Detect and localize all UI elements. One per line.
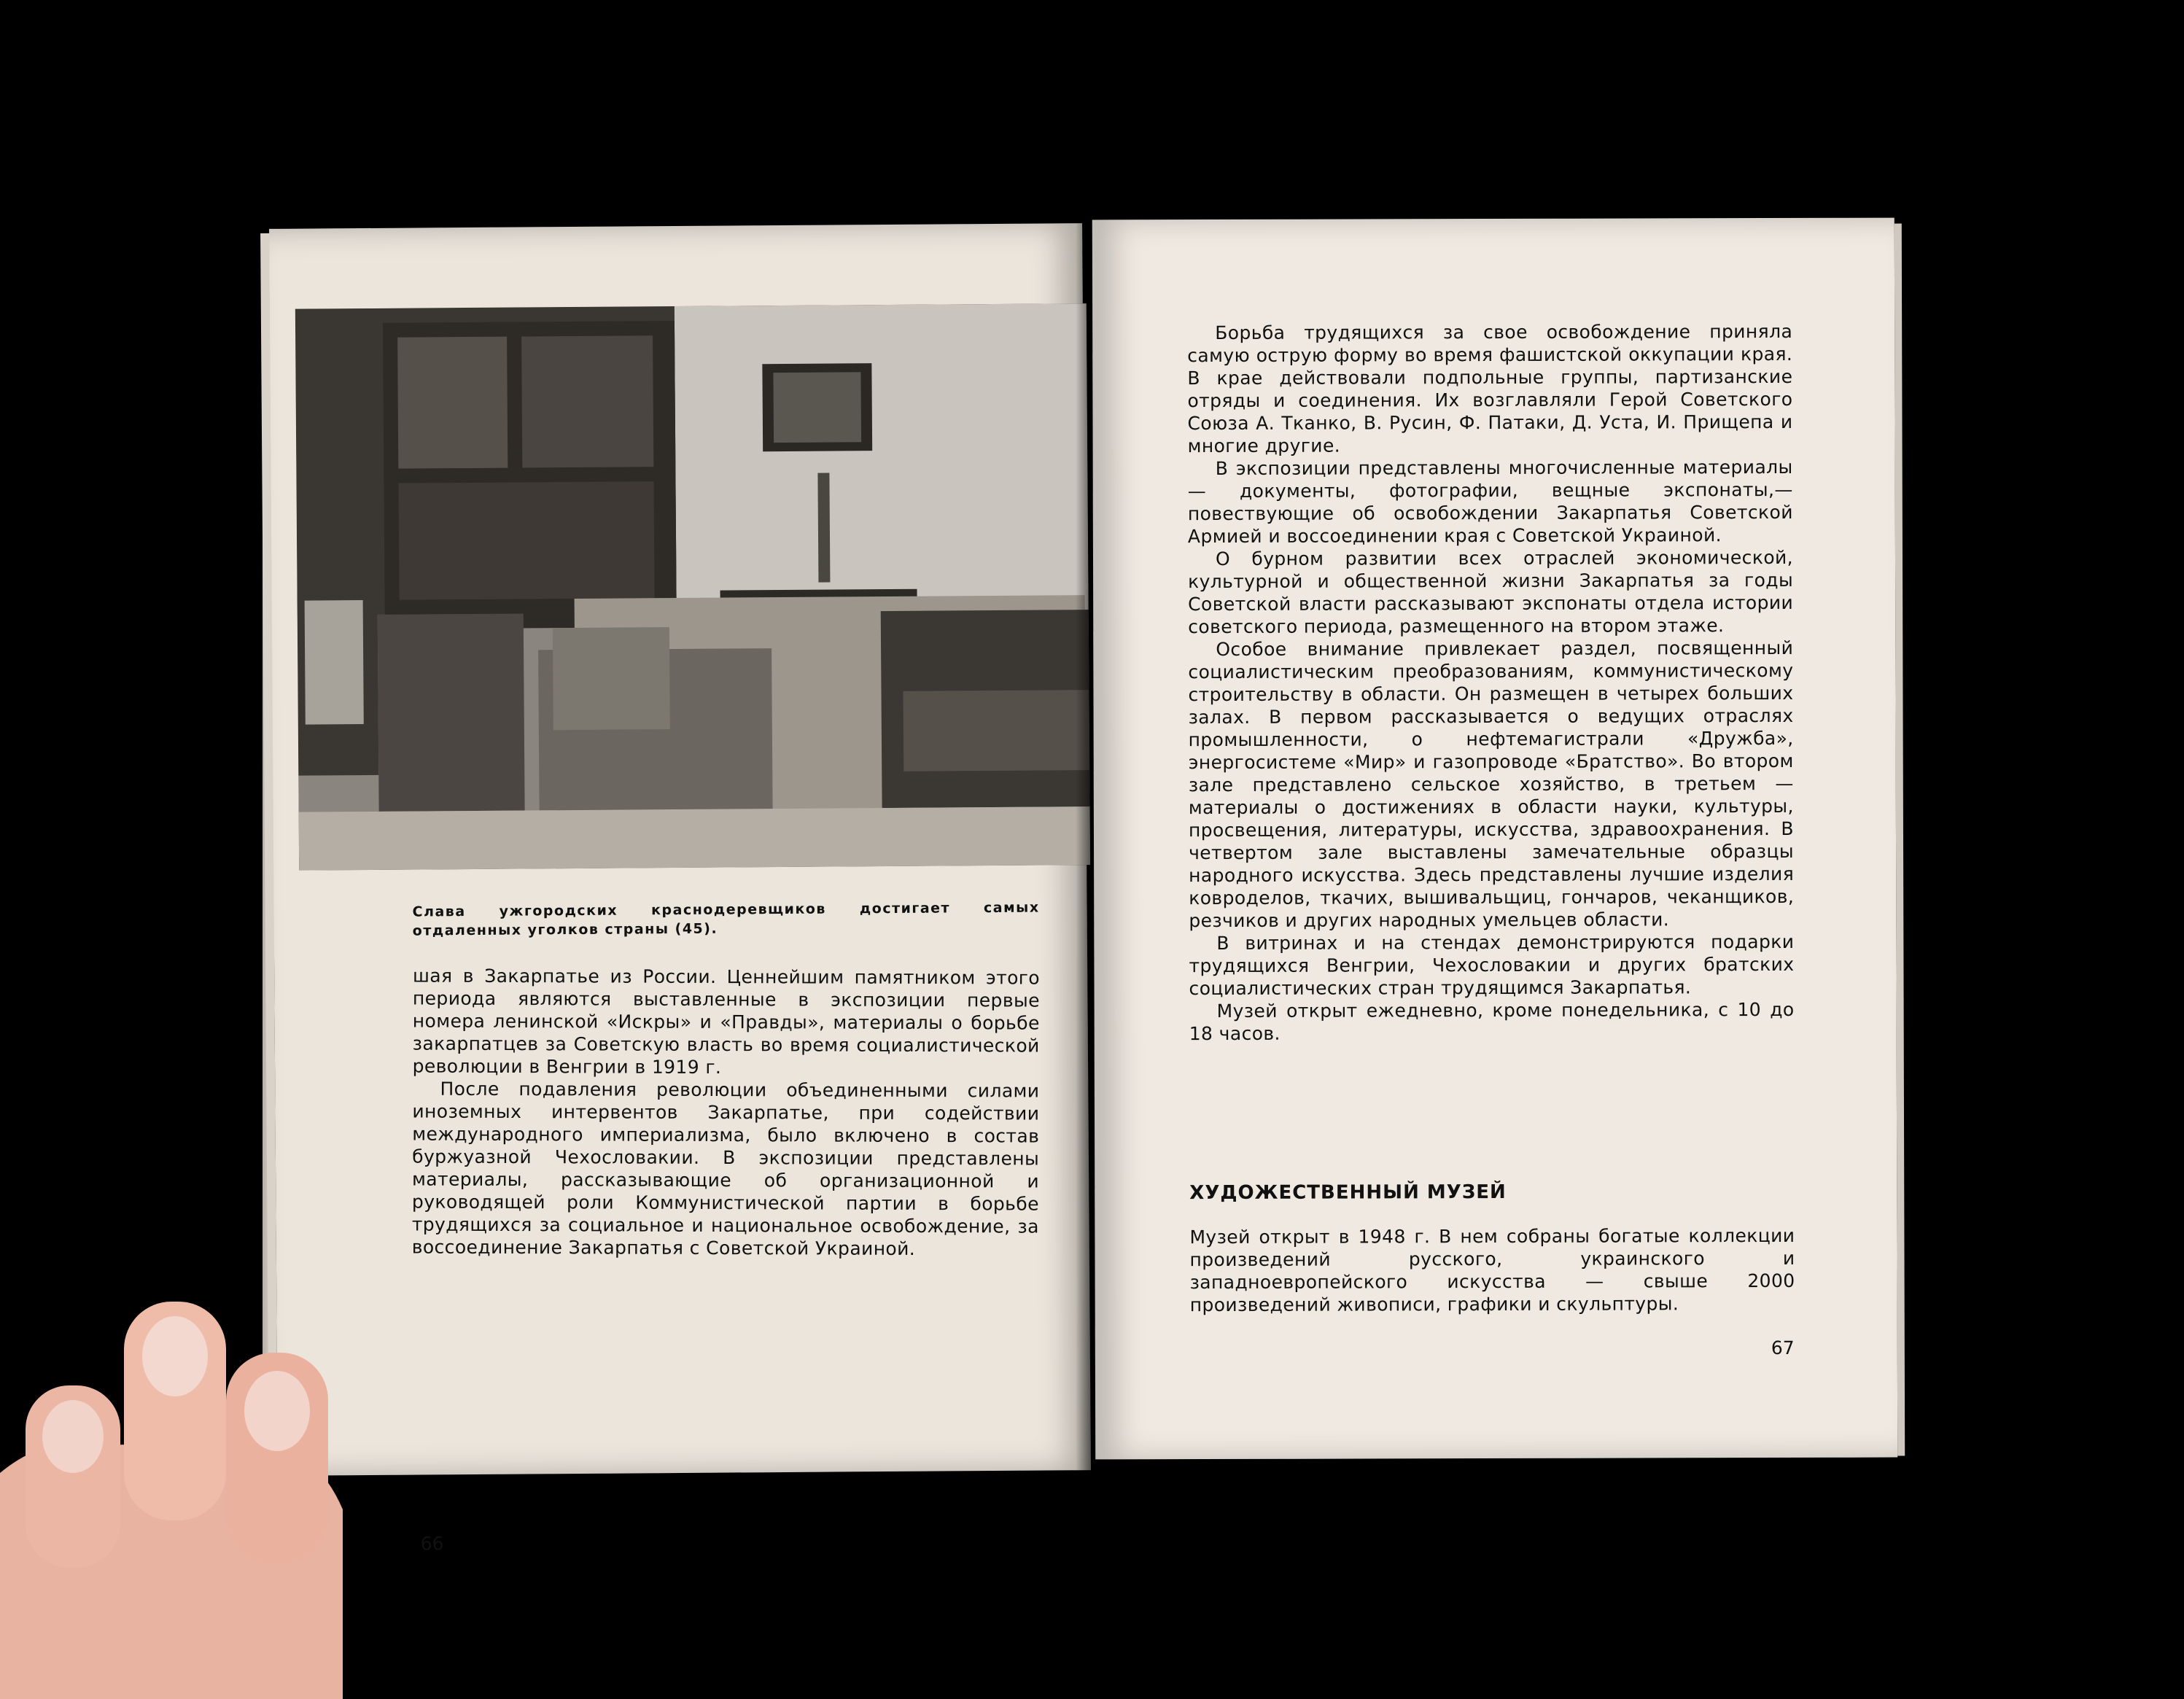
left-body-text (412, 965, 1040, 1261)
paragraph: Особое внимание привлекает раздел, посвященный социалистическим преобразованиям, коммунистическому строительству в области. Он размещен в четырех больших залах. В первом рассказывается о ведущих отраслях промышленности, о нефтемагистрали «Дружба», энергосистеме «Мир» и газопроводе «Братство». Во втором зале представлено сельское хозяйство, в третьем — материалы о достижениях в области науки, культуры, просвещения, литературы, искусства, здравоохранения. В четвертом зале выставлены замечательные образцы народного искусства. Здесь представлены лучшие изделия ковроделов, ткачих, вышивальщиц, гончаров, чеканщиков, резчиков и других народных умельцев области. (1188, 637, 1795, 932)
left-page (269, 223, 1091, 1555)
right-page (1092, 218, 1897, 1460)
interior-photo (295, 303, 1090, 871)
paragraph: После подавления революции объединенными силами иноземных интервентов Закарпатье, при содействии международного империализма, было включено в состав буржуазной Чехословакии. В экспозиции представлены материалы, рассказывающие об организационной и руководящей роли Коммунистической партии в борьбе трудящихся за социальное и национальное освобождение, за воссоединение Закарпатья с Советской Украиной. (411, 1078, 1040, 1259)
paragraph: Борьба трудящихся за свое освобождение приняла самую острую форму во время фашистской оккупации края. В крае действовали подпольные группы, партизанские отряды и соединения. Их возглавляли Герой Советского Союза А. Тканко, В. Русин, Ф. Патаки, Д. Уста, И. Прищепа и многие другие. (1187, 320, 1793, 457)
hand-fingers (0, 1291, 350, 1699)
page-number: 67 (1771, 1337, 1795, 1359)
paragraph: В экспозиции представлены многочисленные материалы — документы, фотографии, вещные экспонаты,— повествующие об освобождении Закарпатья Советской Армией и воссоединении края с Советской Украиной. (1187, 456, 1793, 548)
paragraph: Музей открыт в 1948 г. В нем собраны богатые коллекции произведений русского, украинского и западноевропейского искусства — свыше 2000 произведений живописи, графики и скульптуры. (1189, 1224, 1795, 1316)
paragraph: шая в Закарпатье из России. Ценнейшим памятником этого периода являются выставленные в экспозиции первые номера ленинской «Искры» и «Правды», материалы о борьбе закарпатцев за Советскую власть во время социалистической революции в Венгрии в 1919 г. (412, 965, 1041, 1078)
paragraph: О бурном развитии всех отраслей экономической, культурной и общественной жизни Закарпатья за годы Советской власти рассказывают экспонаты отдела истории советского периода, размещенного на втором этаже. (1188, 546, 1794, 638)
section-text (1189, 1224, 1795, 1316)
page-number: 66 (420, 1533, 444, 1555)
paragraph: Музей открыт ежедневно, кроме понедельника, с 10 до 18 часов. (1189, 998, 1795, 1045)
section-heading: ХУДОЖЕСТВЕННЫЙ МУЗЕЙ (1189, 1181, 1507, 1205)
right-body-text (1187, 320, 1795, 1045)
photo-caption: Слава ужгородских краснодеревщиков достигает самых отдаленных уголков страны (45). (412, 899, 1040, 939)
paragraph: В витринах и на стендах демонстрируются подарки трудящихся Венгрии, Чехословакии и других братских социалистических стран трудящимся Закарпатья. (1189, 930, 1795, 1000)
